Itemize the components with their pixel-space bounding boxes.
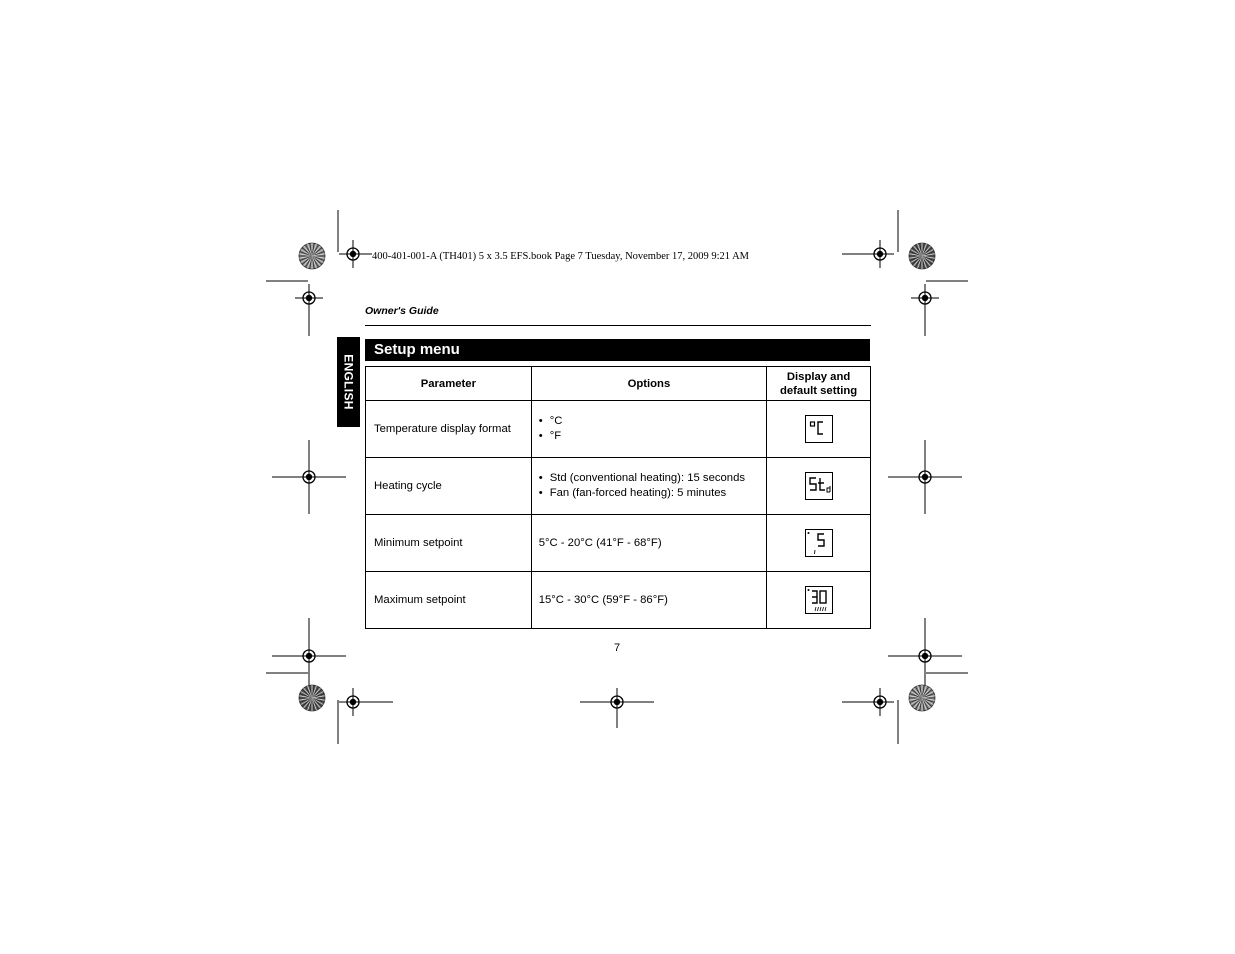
table-row: [366, 458, 871, 515]
options-cell: [531, 458, 766, 515]
section-title: Setup menu: [365, 339, 870, 361]
options-list: [539, 414, 766, 444]
language-tab-label: ENGLISH: [341, 354, 356, 410]
options-cell: [531, 401, 766, 458]
parameter-cell: Minimum setpoint: [366, 515, 532, 572]
setup-menu-table: [365, 366, 871, 629]
display-cell: [767, 458, 871, 515]
display-cell: [767, 515, 871, 572]
options-cell: 5°C - 20°C (41°F - 68°F): [531, 515, 766, 572]
list-item: • °C: [539, 414, 766, 429]
parameter-cell: Heating cycle: [366, 458, 532, 515]
display-cell: [767, 572, 871, 629]
page-number: 7: [614, 642, 621, 654]
options-list: [539, 471, 766, 501]
column-header-options: Options: [531, 367, 766, 401]
lcd-display-icon: [805, 529, 833, 557]
list-item: • °F: [539, 429, 766, 444]
table-row: [366, 401, 871, 458]
lcd-display-icon: [805, 586, 833, 614]
color-wheel-icon: [909, 243, 935, 269]
lcd-std-icon: [806, 473, 832, 499]
column-header-display: [767, 367, 871, 401]
table-row: [366, 572, 871, 629]
column-header-display-label: Display and default setting: [779, 370, 858, 397]
lcd-display-icon: [805, 472, 833, 500]
lcd-max-setpoint-icon: [806, 587, 832, 613]
running-head: Owner's Guide: [365, 305, 439, 317]
color-wheel-icon: [299, 685, 325, 711]
language-tab: [337, 337, 360, 427]
slug-line: 400-401-001-A (TH401) 5 x 3.5 EFS.book Page 7 Tuesday, November 17, 2009 9:21 AM: [372, 251, 750, 262]
list-item: • Std (conventional heating): 15 seconds: [539, 471, 766, 486]
lcd-display-icon: [805, 415, 833, 443]
lcd-min-setpoint-icon: [806, 530, 832, 556]
lcd-celsius-icon: [806, 416, 832, 442]
table-row: [366, 515, 871, 572]
display-cell: [767, 401, 871, 458]
column-header-parameter: Parameter: [366, 367, 532, 401]
table-header-row: [366, 367, 871, 401]
color-wheel-icon: [299, 243, 325, 269]
list-item: • Fan (fan-forced heating): 5 minutes: [539, 486, 766, 501]
options-cell: 15°C - 30°C (59°F - 86°F): [531, 572, 766, 629]
header-rule: [365, 325, 871, 326]
parameter-cell: Maximum setpoint: [366, 572, 532, 629]
color-wheel-icon: [909, 685, 935, 711]
parameter-cell: Temperature display format: [366, 401, 532, 458]
